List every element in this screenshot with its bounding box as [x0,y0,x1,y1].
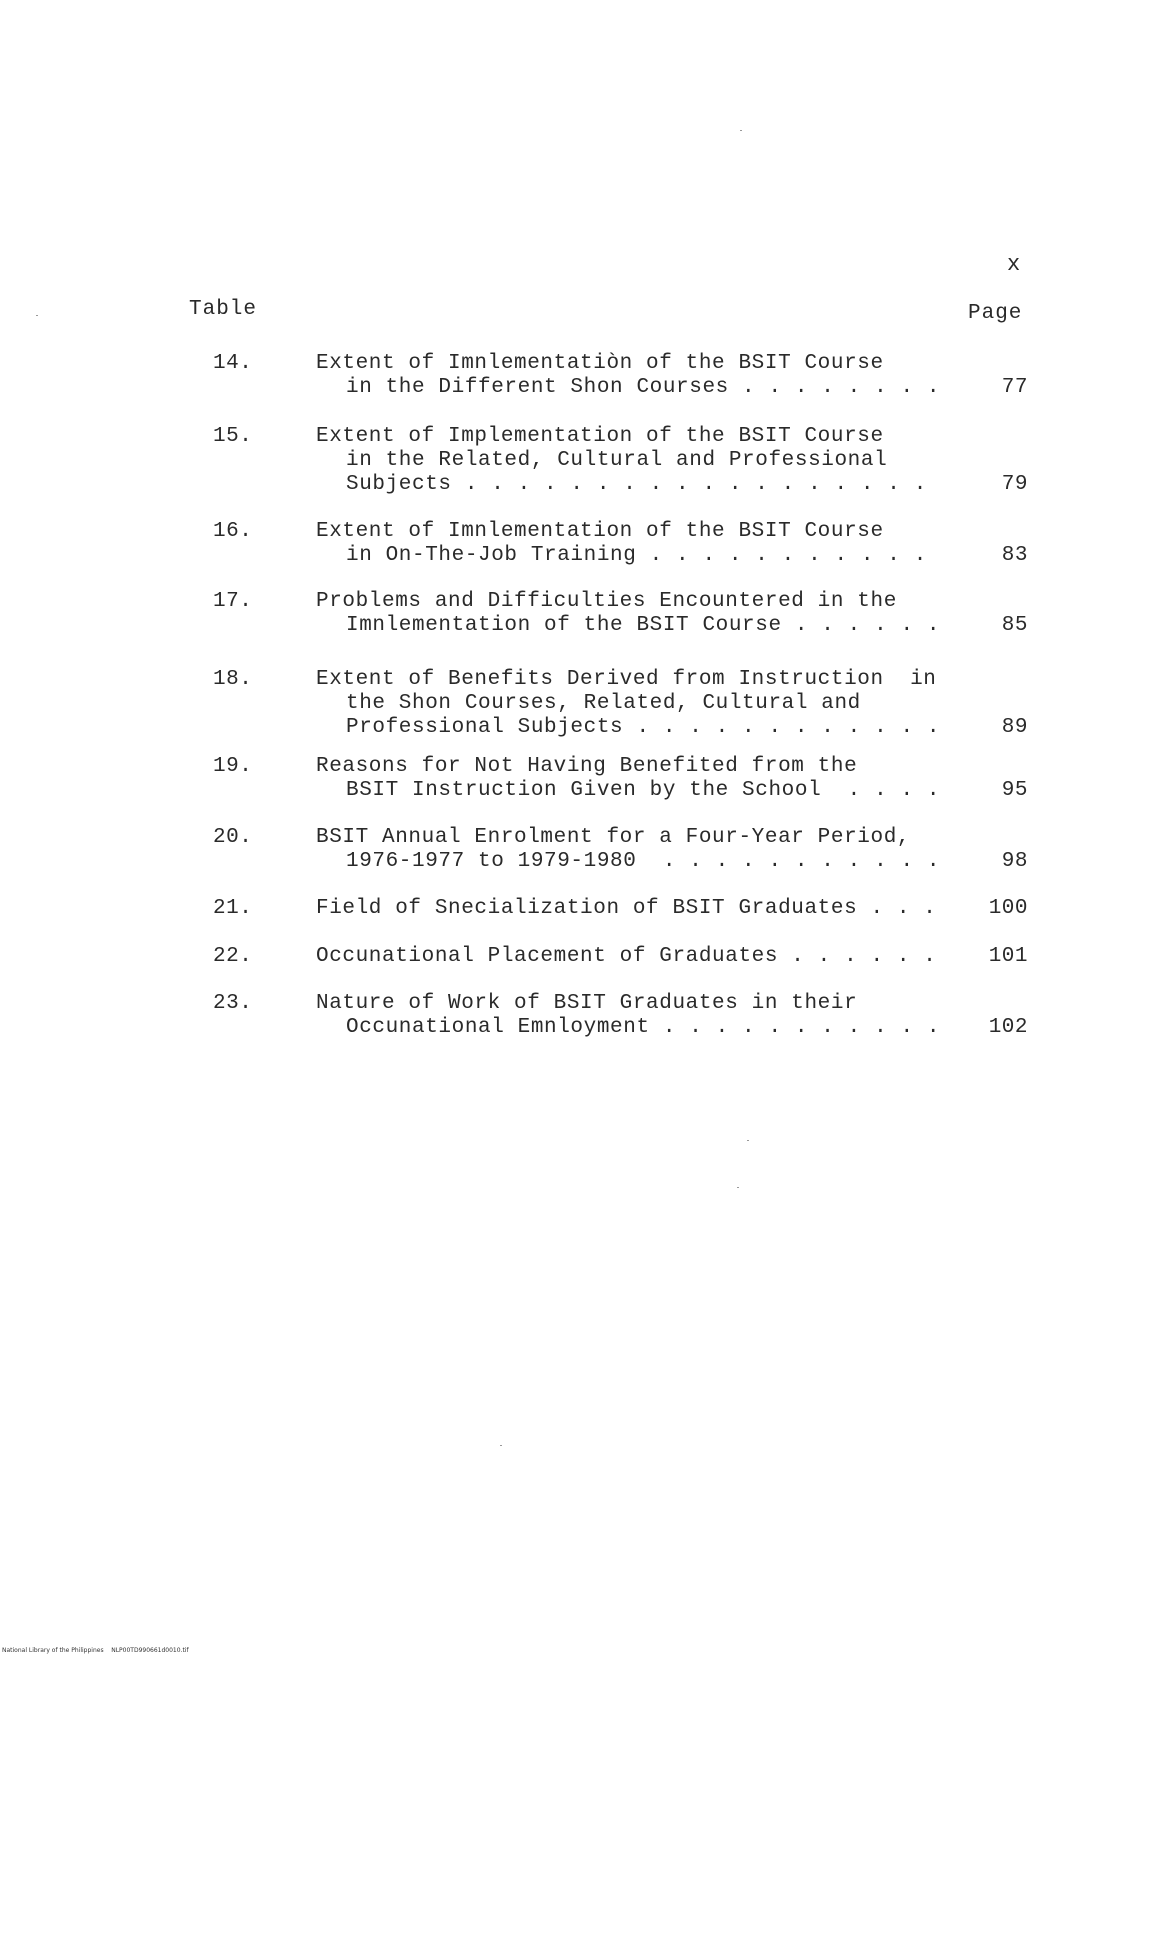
table-entry-title-line: Nature of Work of BSIT Graduates in their [316,992,858,1015]
table-entry-number: 14. [213,352,253,375]
scan-speck [747,1140,749,1141]
table-entry-title-line: BSIT Annual Enrolment for a Four-Year Period, [316,826,911,849]
table-entry-title-line: Field of Snecialization of BSIT Graduates . . . [316,897,937,920]
scan-speck [737,1187,739,1188]
table-entry-page: 100 [988,897,1028,920]
table-entry-number: 21. [213,897,253,920]
footer-file-id: NLP00TD990661d0010.tif [111,1647,189,1654]
table-entry-number: 22. [213,945,253,968]
scan-speck [740,130,742,131]
table-entry-title-line: in the Different Shon Courses . . . . . . . . [346,376,941,399]
table-entry-title-line: Extent of Benefits Derived from Instruction in [316,668,937,691]
table-entry-title [316,826,941,874]
table-entry-page: 98 [1001,850,1028,873]
table-entry-title-line: in the Related, Cultural and Professional [346,449,888,472]
scan-footer [2,1647,189,1654]
table-entry-page: 85 [1001,614,1028,637]
table-entry-page: 102 [988,1016,1028,1039]
table-entry-title-line: BSIT Instruction Given by the School . . . . [346,779,941,802]
table-entry-title [316,520,936,568]
table-entry-title [316,945,936,969]
table-entry-title-line: the Shon Courses, Related, Cultural and [346,692,861,715]
table-entry-title [316,897,936,921]
table-entry-page: 89 [1001,716,1028,739]
table-entry-title [316,668,941,740]
table-entry-number: 18. [213,668,253,691]
table-entry-title [316,992,941,1040]
table-entry-title-line: 1976-1977 to 1979-1980 . . . . . . . . . . . [346,850,941,873]
table-entry-title-line: Reasons for Not Having Benefited from the [316,755,858,778]
page-roman-number: x [1007,252,1022,277]
table-entry-number: 19. [213,755,253,778]
table-entry-number: 16. [213,520,253,543]
table-column-header: Table [189,298,258,321]
table-entry-title [316,425,936,497]
page-column-header: Page [968,302,1023,325]
table-entry-title [316,352,941,400]
table-entry-title-line: Extent of Imnlementatiòn of the BSIT Course [316,352,884,375]
table-entry-number: 17. [213,590,253,613]
table-entry-page: 83 [1001,544,1028,567]
table-entry-title [316,755,941,803]
table-entry-page: 77 [1001,376,1028,399]
table-entry-number: 23. [213,992,253,1015]
table-entry-page: 79 [1001,473,1028,496]
table-entry-title-line: Imnlementation of the BSIT Course . . . . . . [346,614,941,637]
table-entry-title-line: Professional Subjects . . . . . . . . . . . . [346,716,941,739]
scan-speck [36,315,38,316]
table-entry-title-line: in On-The-Job Training . . . . . . . . . . . [346,544,927,567]
table-entry-number: 20. [213,826,253,849]
table-entry-title-line: Subjects . . . . . . . . . . . . . . . . . . [346,473,927,496]
table-entry-page: 101 [988,945,1028,968]
footer-library: National Library of the Philippines [2,1647,104,1654]
table-entry-title-line: Occunational Placement of Graduates . . . . . . [316,945,937,968]
table-entry-title-line: Occunational Emnloyment . . . . . . . . . . . [346,1016,941,1039]
table-entry-number: 15. [213,425,253,448]
table-entry-title-line: Problems and Difficulties Encountered in the [316,590,897,613]
scan-speck [500,1445,502,1446]
table-entry-page: 95 [1001,779,1028,802]
table-entry-title-line: Extent of Imnlementation of the BSIT Course [316,520,884,543]
table-entry-title [316,590,941,638]
table-entry-title-line: Extent of Implementation of the BSIT Course [316,425,884,448]
